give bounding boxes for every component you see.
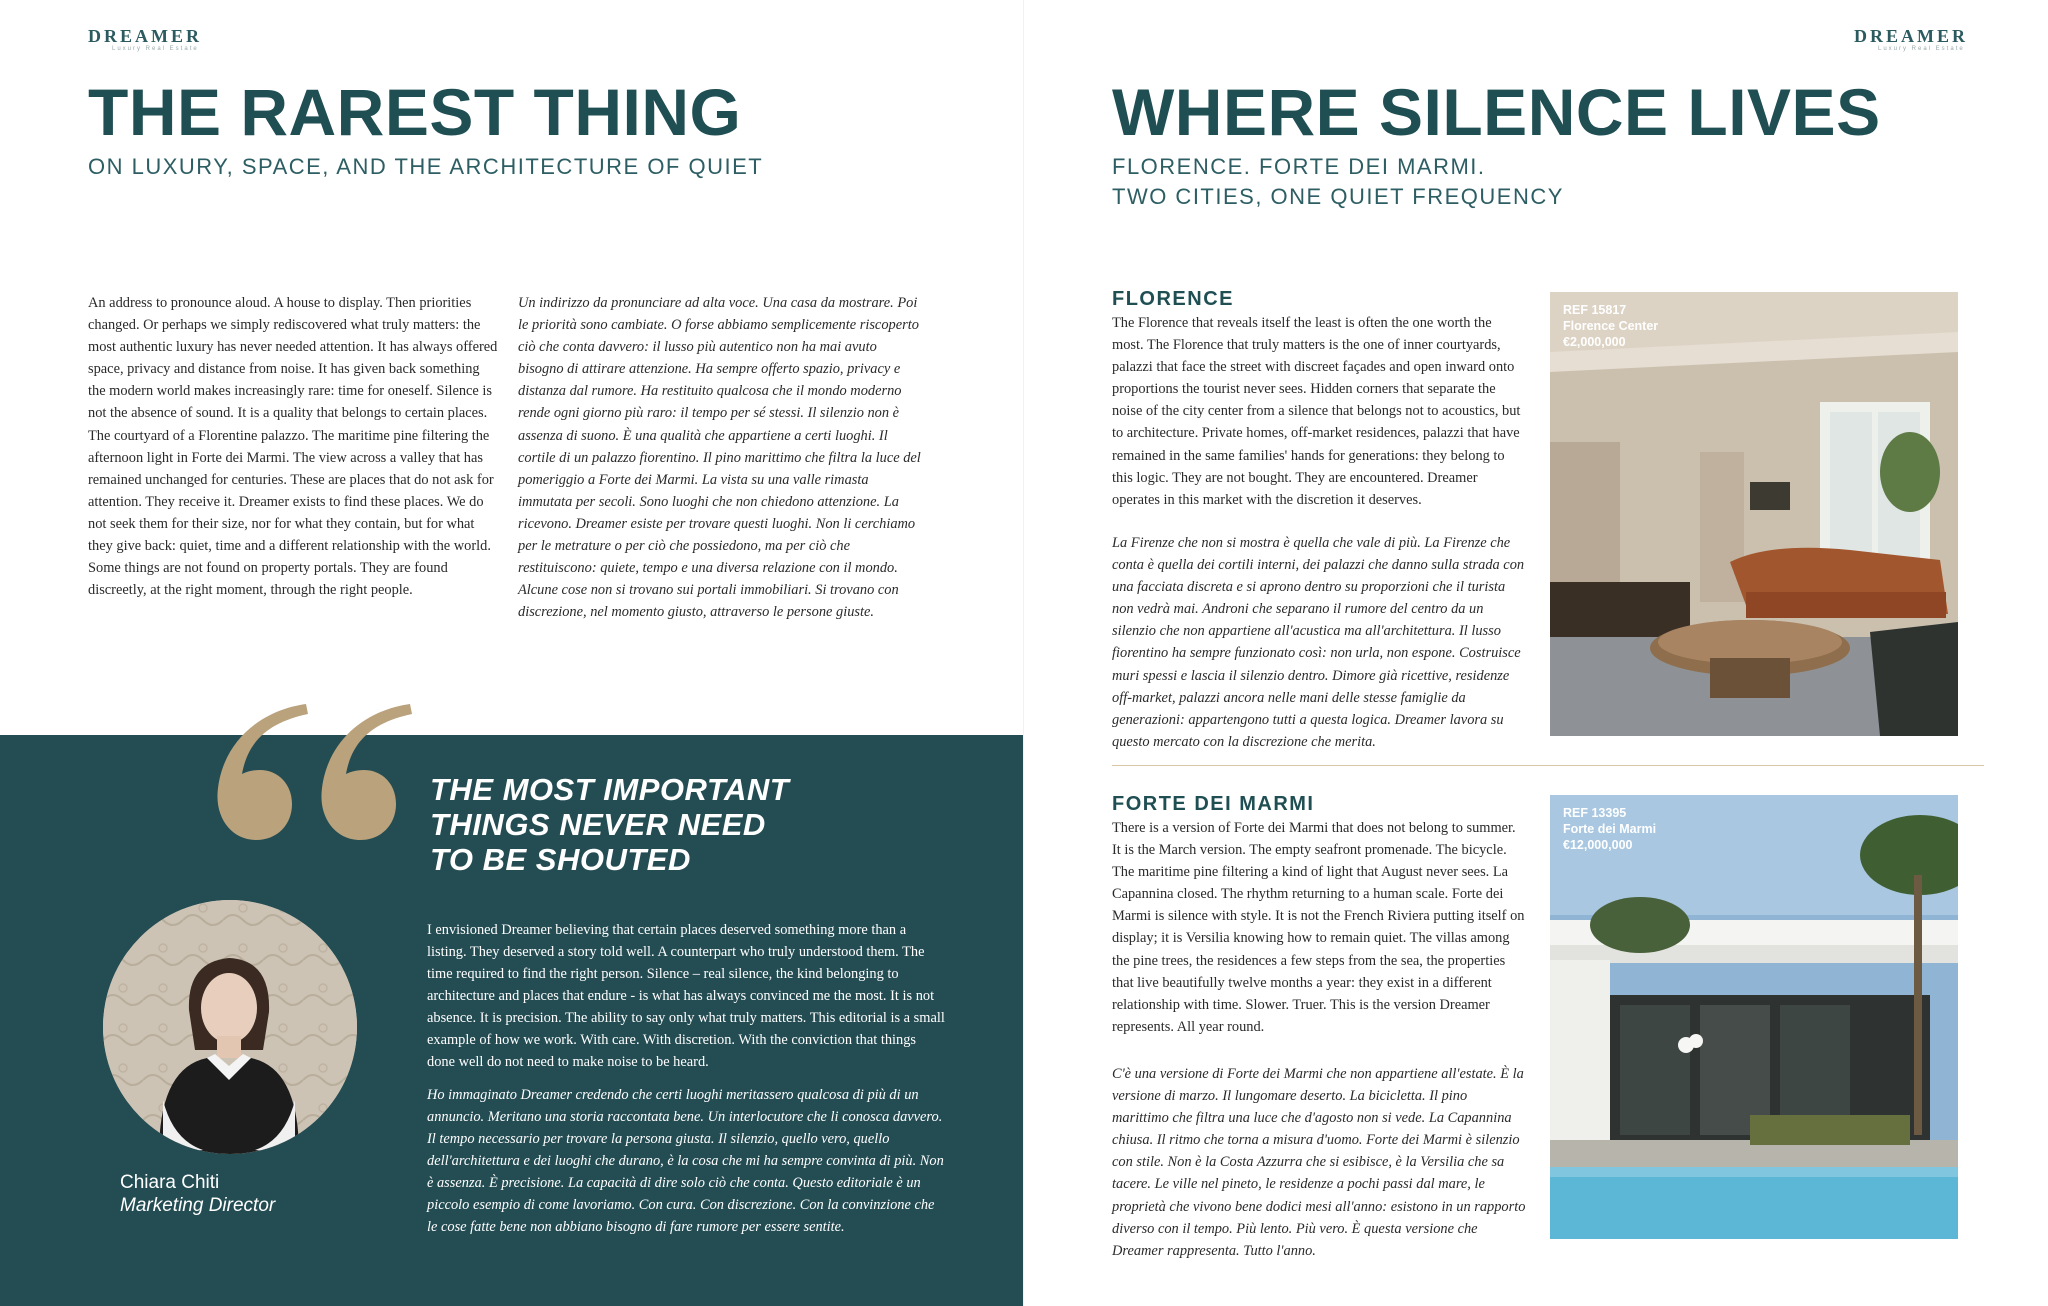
portrait-image [103, 900, 357, 1154]
florence-text-italian: La Firenze che non si mostra è quella che vale di più. La Firenze che conta è quella dei cortili interni, dei palazzi che danno sulla strada con una facciata discreta e si aprono dentro su proporzioni che il turista non vedrà mai. Androni che separano il rumore del centro da un silenzio che non appartiene all'acustica ma all'architettura. Il lusso fiorentino ha sempre funzionato così: non urla, non espone. Costruisce muri spessi e lascia il silenzio dentro. Dimore già ricettive, residenze off-market, palazzi ancora nelle mani delle stesse famiglie da generazioni: appartengono tutti a questa logica. Dreamer lavora su questo mercato con la discrezione che merita. [1112, 535, 1525, 750]
quote-title-line: TO BE SHOUTED [430, 842, 691, 877]
logo-wordmark: DREAMER [1854, 26, 1968, 46]
page-title: WHERE SILENCE LIVES [1112, 75, 1881, 149]
logo-wordmark: DREAMER [88, 26, 202, 46]
page-subtitle [1112, 152, 1564, 212]
villa-pool-image [1550, 795, 1958, 1239]
person-name: Chiara Chiti [120, 1172, 220, 1193]
dreamer-logo [1854, 26, 1968, 52]
subtitle-line: TWO CITIES, ONE QUIET FREQUENCY [1112, 184, 1564, 209]
section-title-forte-dei-marmi: FORTE DEI MARMI [1112, 793, 1315, 815]
florence-text-english: The Florence that reveals itself the least is often the one worth the most. The Florence that truly matters is the one of inner courtyards, palazzi that face the street with discreet façades and open inward onto proportions the tourist never sees. Hidden corners that separate the noise of the city center from a silence that belongs not to acoustics, but to architecture. Private homes, off-market residences, palazzi that have remained in the same families' hands for generations: they belong to this logic. They are not bought. They are encountered. Dreamer operates in this market with the discretion it deserves. [1112, 315, 1521, 508]
quote-title-line: THE MOST IMPORTANT [430, 772, 790, 807]
intro-text-italian: Un indirizzo da pronunciare ad alta voce. Una casa da mostrare. Poi le priorità sono cambiate. O forse abbiamo semplicemente riscoperto ciò che conta davvero: il lusso più autentico non ha mai avuto bisogno di attirare attenzione. Ha sempre offerto spazio, privacy e distanza dal rumore. Ha restituito qualcosa che il mondo moderno rende ogni giorno più raro: il tempo per sé stessi. Il silenzio non è assenza di suono. È una qualità che appartiene a certi luoghi. Il cortile di un palazzo fiorentino. Il pino marittimo che filtra la luce del pomeriggio a Forte dei Marmi. La vista su una valle rimasta immutata per secoli. Sono luoghi che non chiedono attenzione. La ricevono. Dreamer esiste per trovare questi luoghi. Non li cerchiamo per le metrature o per ciò che possiedono, ma per ciò che restituiscono: quiete, tempo e una diversa relazione con il mondo. Alcune cose non si trovano sui portali immobiliari. Si trovano con discrezione, nel momento giusto, attraverso le persone giuste. [518, 295, 921, 621]
listing-location: Forte dei Marmi [1563, 822, 1657, 836]
living-room-image [1550, 292, 1958, 736]
forte-text-english: There is a version of Forte dei Marmi that does not belong to summer. It is the March version. The empty seafront promenade. The bicycle. The maritime pine filtering a kind of light that August never sees. La Capannina closed. The rhythm returning to a human scale. Forte dei Marmi is silence with style. It is not the French Riviera putting itself on display; it is Versilia knowing how to remain quiet. The villas among the pine trees, the residences a few steps from the sea, the properties that live beautifully twelve months a year: they exist in a different relationship with time. Slower. Truer. This is the version Dreamer represents. All year round. [1112, 820, 1525, 1035]
intro-text-english: An address to pronounce aloud. A house to display. Then priorities changed. Or perhaps we simply rediscovered what truly matters: the most authentic luxury has never needed attention. It has always offered space, privacy and distance from noise. It has given back something the modern world makes increasingly rare: time for oneself. Silence is not the absence of sound. It is a quality that belongs to certain places. The courtyard of a Florentine palazzo. The maritime pine filtering the afternoon light in Forte dei Marmi. The view across a valley that has remained unchanged for centuries. These are places that do not ask for attention. They receive it. Dreamer exists to find these places. We do not seek them for their size, nor for what they contain, but for what they give back: quiet, time and a different relationship with the world. Some things are not found on property portals. They are found discreetly, at the right moment, through the right people. [88, 295, 498, 599]
listing-price: €2,000,000 [1563, 335, 1626, 349]
right-page [1024, 0, 2048, 1306]
quote-title-line: THINGS NEVER NEED [430, 807, 766, 842]
avatar [103, 900, 357, 1154]
quote-body-english: I envisioned Dreamer believing that certain places deserved something more than a listing. They deserved a story told well. A counterpart who truly understood them. The time required to find the right person. Silence – real silence, the kind belonging to architecture and places that endure - is what has always convinced me the most. It is not absence. It is precision. The ability to say only what truly matters. This editorial is a small example of how we work. With care. With discretion. With the conviction that things done well do not need to make noise to be heard. [427, 922, 945, 1070]
section-divider [1112, 765, 1984, 766]
quote-title [430, 772, 789, 877]
listing-price: €12,000,000 [1563, 838, 1633, 852]
section-title-florence: FLORENCE [1112, 288, 1234, 310]
person-role: Marketing Director [120, 1195, 276, 1216]
logo-tagline: Luxury Real Estate [112, 46, 199, 52]
listing-ref: REF 15817 [1563, 303, 1627, 317]
page-title: THE RAREST THING [88, 75, 742, 149]
logo-tagline: Luxury Real Estate [1878, 46, 1965, 52]
listing-location: Florence Center [1563, 319, 1659, 333]
dreamer-logo [88, 26, 202, 52]
listing-ref: REF 13395 [1563, 806, 1627, 820]
quote-body-italian: Ho immaginato Dreamer credendo che certi luoghi meritassero qualcosa di più di un annuncio. Meritano una storia raccontata bene. Un interlocutore che li conosca davvero. Il tempo necessario per trovare la persona giusta. Il silenzio, quello vero, quello dell'architettura e dei luoghi che durano, è la cosa che mi ha sempre convinta di più. Non è assenza. È precisione. La capacità di dire solo ciò che conta. Questo editoriale è un piccolo esempio di come lavoriamo. Con cura. Con discrezione. Con la convinzione che le cose fatte bene non abbiano bisogno di fare rumore per essere sentite. [427, 1087, 944, 1235]
page-subtitle: ON LUXURY, SPACE, AND THE ARCHITECTURE OF QUIET [88, 154, 764, 179]
forte-text-italian: C'è una versione di Forte dei Marmi che non appartiene all'estate. È la versione di marzo. Il lungomare deserto. La bicicletta. Il pino marittimo che filtra una luce che d'agosto non si vede. La Capannina chiusa. Il ritmo che torna a misura d'uomo. Forte dei Marmi è silenzio con stile. Non è la Costa Azzurra che si esibisce, è la Versilia che sa tacere. Le ville nel pineto, le residenze a pochi passi dal mare, le proprietà che vivono bene dodici mesi all'anno: esistono in un rapporto diverso con il tempo. Più lento. Più vero. È questa versione che Dreamer rappresenta. Tutto l'anno. [1112, 1066, 1526, 1259]
forte-property-photo [1550, 795, 1958, 1239]
florence-property-photo [1550, 292, 1958, 736]
quote-mark-icon [212, 700, 412, 850]
listing-caption [1563, 805, 1656, 853]
listing-caption [1563, 302, 1658, 350]
subtitle-line: FLORENCE. FORTE DEI MARMI. [1112, 154, 1486, 179]
